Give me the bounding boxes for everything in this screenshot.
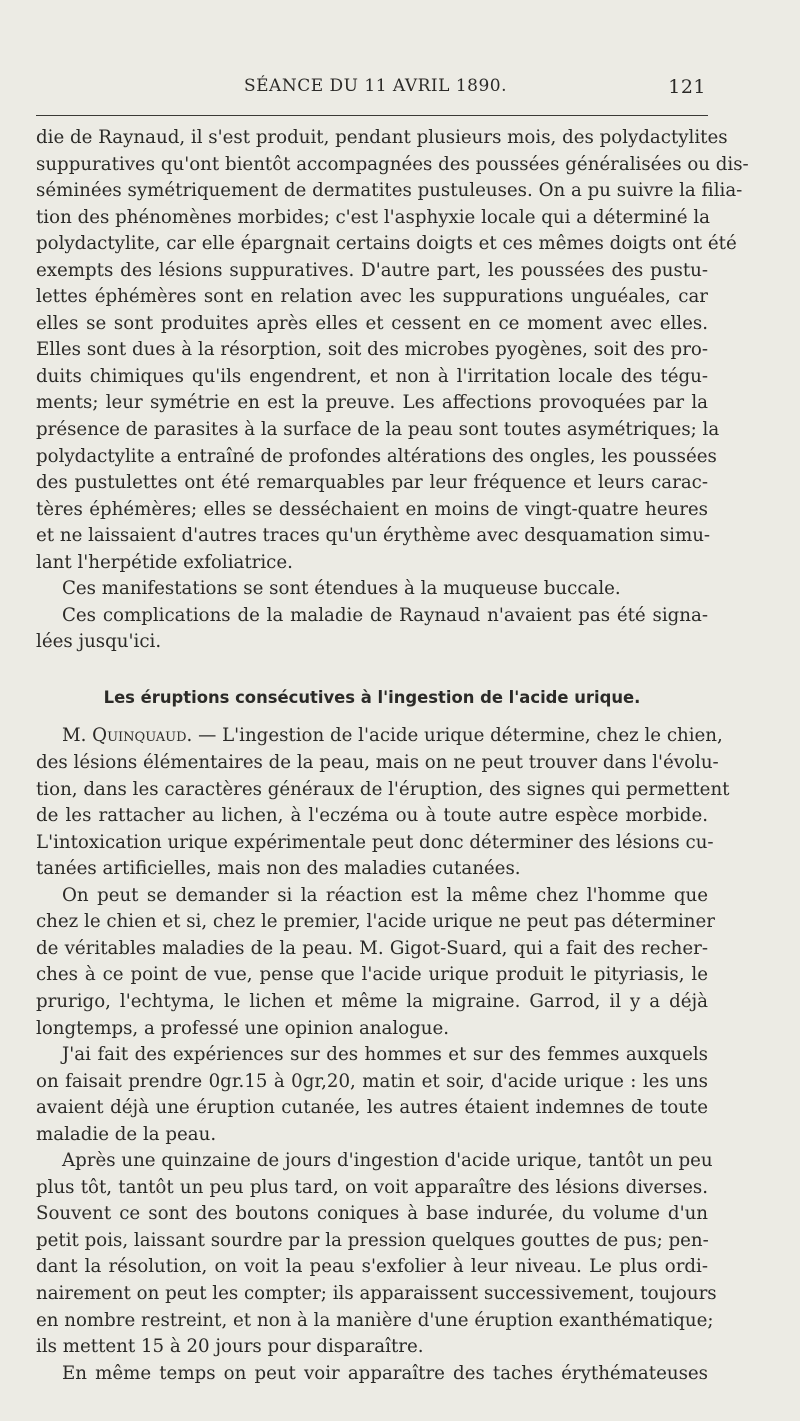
text-line: tion, dans les caractères généraux de l'éruption, des signes qui permettent (36, 778, 730, 800)
text-line: de véritables maladies de la peau. M. Gigot-Suard, qui a fait des recher- (36, 937, 708, 959)
header-rule (36, 115, 708, 116)
paragraph-6 (36, 1042, 708, 1148)
text-line: lettes éphémères sont en relation avec les suppurations unguéales, car (36, 286, 708, 308)
text-line: J'ai fait des expériences sur des hommes et sur des femmes auxquels (62, 1044, 708, 1066)
paragraph-7 (36, 1148, 717, 1360)
text-span: — L'ingestion de l'acide urique détermine, chez le chien, (192, 725, 723, 747)
text-line: tères éphémères; elles se desséchaient en moins de vingt-quatre heures (36, 498, 708, 520)
text-line: lant l'herpétide exfoliatrice. (36, 551, 293, 573)
text-line: ches à ce point de vue, pense que l'acide urique produit le pityriasis, le (36, 964, 708, 986)
text-line: tanées artificielles, mais non des maladies cutanées. (36, 858, 521, 880)
paragraph-3 (36, 603, 708, 656)
paragraph-4 (36, 723, 730, 882)
text-line: L'intoxication urique expérimentale peut donc déterminer des lésions cu- (36, 831, 714, 853)
text-line: polydactylite, car elle épargnait certains doigts et ces mêmes doigts ont été (36, 233, 737, 255)
page-number: 121 (668, 76, 706, 98)
text-line: nairement on peut les compter; ils apparaissent successivement, toujours (36, 1282, 717, 1304)
text-line: des pustulettes ont été remarquables par leur fréquence et leurs carac- (36, 472, 708, 494)
paragraph-8 (36, 1361, 708, 1388)
text-line: die de Raynaud, il s'est produit, pendant plusieurs mois, des polydactylites (36, 127, 728, 148)
text-line: suppuratives qu'ont bientôt accompagnées des poussées généralisées ou dis- (36, 153, 749, 175)
text-line: longtemps, a professé une opinion analogue. (36, 1017, 450, 1039)
text-line: maladie de la peau. (36, 1123, 217, 1145)
text-line: Souvent ce sont des boutons coniques à base indurée, du volume d'un (36, 1203, 708, 1225)
text-line: exempts des lésions suppuratives. D'autre part, les poussées des pustu- (36, 259, 708, 281)
text-line: on faisait prendre 0gr.15 à 0gr,20, matin et soir, d'acide urique : les uns (36, 1070, 708, 1092)
paragraph-1 (36, 125, 749, 576)
text-line: tion des phénomènes morbides; c'est l'asphyxie locale qui a déterminé la (36, 206, 710, 228)
text-line: avaient déjà une éruption cutanée, les autres étaient indemnes de toute (36, 1097, 708, 1119)
paragraph-2 (36, 576, 708, 603)
text-line: et ne laissaient d'autres traces qu'un érythème avec desquamation simu- (36, 525, 711, 547)
text-line: Elles sont dues à la résorption, soit des microbes pyogènes, soit des pro- (36, 339, 708, 361)
running-header (36, 76, 708, 102)
text-line: ments; leur symétrie en est la preuve. Les affections provoquées par la (36, 392, 708, 414)
text-line: de les rattacher au lichen, à l'eczéma ou à toute autre espèce morbide. (36, 805, 708, 827)
text-line: lées jusqu'ici. (36, 631, 162, 653)
spacer (36, 714, 708, 723)
text-line: duits chimiques qu'ils engendrent, et non à l'irritation locale des tégu- (36, 365, 708, 387)
text-line: Ces complications de la maladie de Raynaud n'avaient pas été signa- (62, 604, 708, 626)
text-line: Ces manifestations se sont étendues à la muqueuse buccale. (62, 578, 621, 600)
text-line: polydactylite a entraîné de profondes altérations des ongles, les poussées (36, 445, 717, 467)
text-body (36, 125, 749, 1387)
text-line (36, 723, 723, 750)
text-line: plus tôt, tantôt un peu plus tard, on voit apparaître des lésions diverses. (36, 1176, 708, 1198)
text-line: petit pois, laissant sourdre par la pression quelques gouttes de pus; pen- (36, 1229, 709, 1251)
text-line: prurigo, l'echtyma, le lichen et même la migraine. Garrod, il y a déjà (36, 990, 708, 1012)
paragraph-5 (36, 883, 715, 1042)
header-title: SÉANCE DU 11 AVRIL 1890. (244, 76, 508, 96)
text-line: ils mettent 15 à 20 jours pour disparaître. (36, 1336, 424, 1358)
section-heading: Les éruptions consécutives à l'ingestion de l'acide urique. (103, 688, 641, 708)
text-line: dant la résolution, on voit la peau s'exfolier à leur niveau. Le plus ordi- (36, 1256, 708, 1278)
text-line: chez le chien et si, chez le premier, l'acide urique ne peut pas déterminer (36, 911, 715, 933)
text-line: Après une quinzaine de jours d'ingestion d'acide urique, tantôt un peu (62, 1150, 713, 1172)
spacer (36, 656, 708, 683)
text-line: des lésions élémentaires de la peau, mais on ne peut trouver dans l'évolu- (36, 752, 719, 774)
text-line: présence de parasites à la surface de la peau sont toutes asymétriques; la (36, 419, 720, 441)
text-line: séminées symétriquement de dermatites pustuleuses. On a pu suivre la filia- (36, 180, 743, 202)
text-line: En même temps on peut voir apparaître des taches érythémateuses (62, 1362, 708, 1384)
text-line: On peut se demander si la réaction est la même chez l'homme que (62, 884, 708, 906)
speaker-name: M. Quinquaud. (62, 725, 193, 747)
text-line: elles se sont produites après elles et cessent en ce moment avec elles. (36, 312, 708, 334)
text-line: en nombre restreint, et non à la manière d'une éruption exanthématique; (36, 1309, 714, 1331)
